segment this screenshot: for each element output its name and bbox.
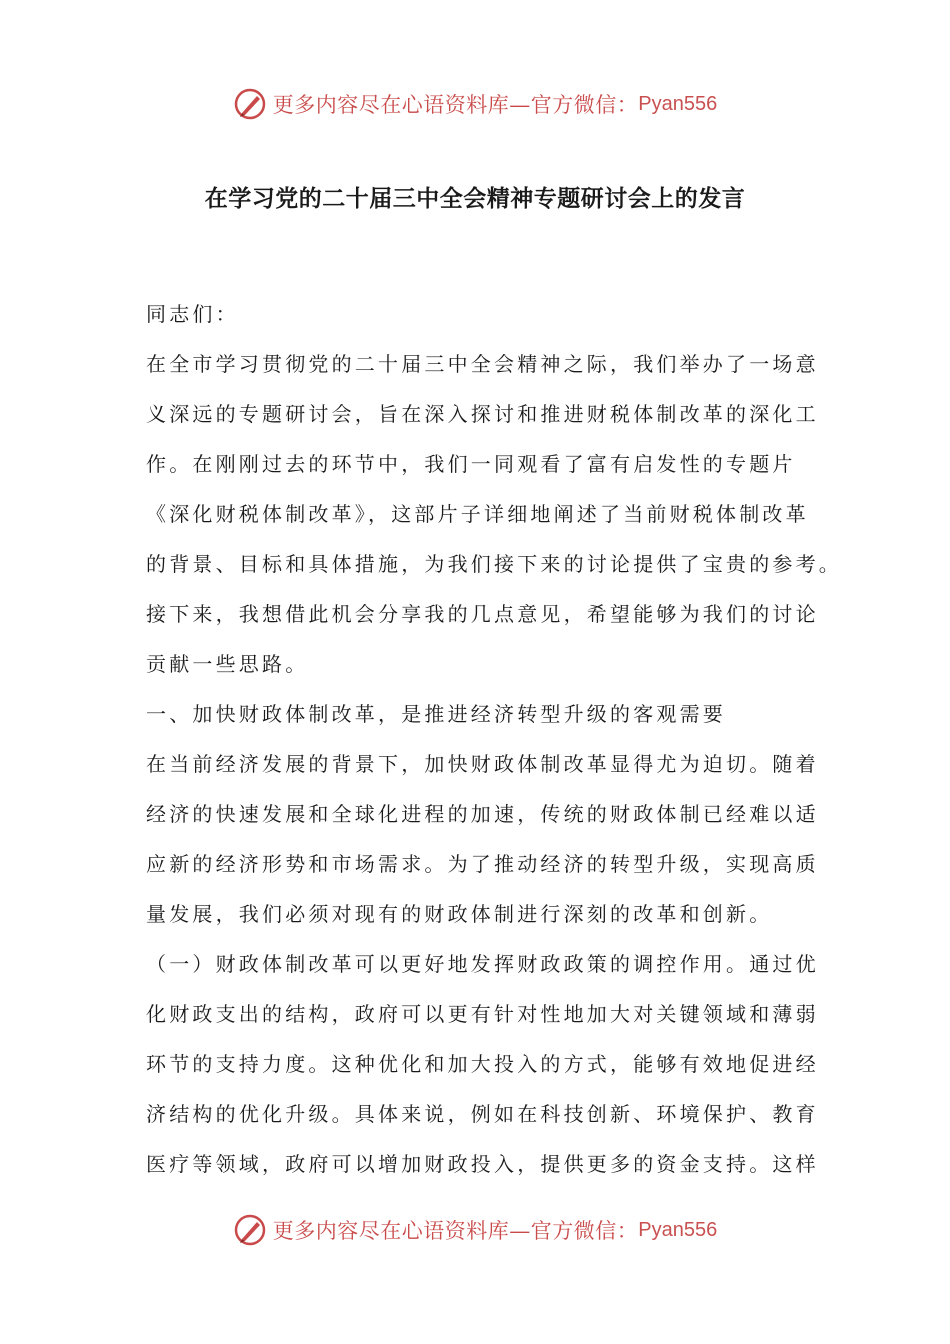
body-line: 应新的经济形势和市场需求。为了推动经济的转型升级，实现高质 [146,852,819,876]
body-line: 济结构的优化升级。具体来说，例如在科技创新、环境保护、教育 [146,1102,819,1126]
footer-banner [0,1210,950,1250]
body-line: 作。在刚刚过去的环节中，我们一同观看了富有启发性的专题片 [146,452,796,476]
body-line: 接下来，我想借此机会分享我的几点意见，希望能够为我们的讨论 [146,602,819,626]
banner-wechat-id: Pyan556 [638,1218,718,1241]
body-line: 量发展，我们必须对现有的财政体制进行深刻的改革和创新。 [146,902,773,926]
body-line: 义深远的专题研讨会，旨在深入探讨和推进财税体制改革的深化工 [146,402,819,426]
body-line: 环节的支持力度。这种优化和加大投入的方式，能够有效地促进经 [146,1052,819,1076]
pen-logo-icon [233,87,267,121]
body-line: 化财政支出的结构，政府可以更有针对性地加大对关键领域和薄弱 [146,1002,819,1026]
header-banner [0,84,950,124]
body-line: 贡献一些思路。 [146,652,309,676]
section-heading: 一、加快财政体制改革，是推进经济转型升级的客观需要 [146,702,726,726]
pen-logo-icon [233,1213,267,1247]
body-line: 医疗等领域，政府可以增加财政投入，提供更多的资金支持。这样 [146,1152,819,1176]
body-line: 在当前经济发展的背景下，加快财政体制改革显得尤为迫切。随着 [146,752,819,776]
document-body [146,289,842,1189]
body-line: 同志们： [146,302,239,326]
document-title: 在学习党的二十届三中全会精神专题研讨会上的发言 [204,186,746,212]
body-line: 《深化财税体制改革》，这部片子详细地阐述了当前财税体制改革 [146,502,809,526]
body-line: 经济的快速发展和全球化进程的加速，传统的财政体制已经难以适 [146,802,819,826]
banner-text: 更多内容尽在心语资料库—官方微信： [272,93,639,117]
body-line: （一）财政体制改革可以更好地发挥财政政策的调控作用。通过优 [146,952,819,976]
banner-text: 更多内容尽在心语资料库—官方微信： [272,1219,639,1243]
body-line: 在全市学习贯彻党的二十届三中全会精神之际，我们举办了一场意 [146,352,819,376]
body-line: 的背景、目标和具体措施，为我们接下来的讨论提供了宝贵的参考。 [146,552,842,576]
banner-wechat-id: Pyan556 [638,92,718,115]
